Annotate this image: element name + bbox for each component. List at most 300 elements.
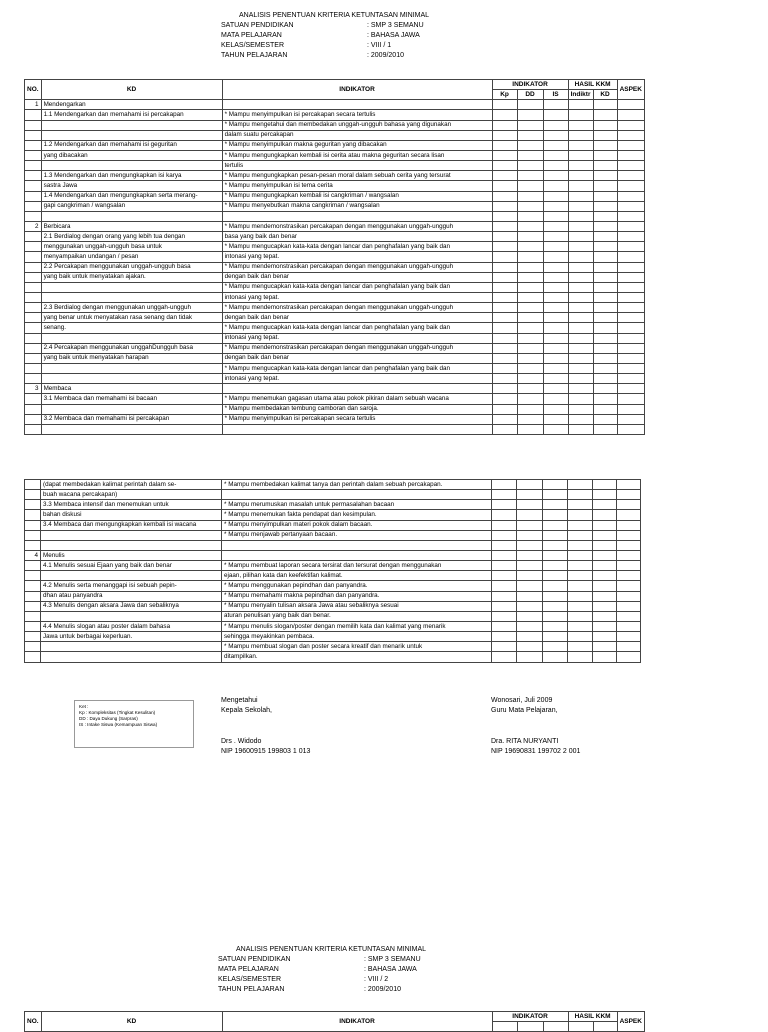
table-row: [25, 621, 641, 631]
row-kd: menyampaikan undangan / pesan: [41, 252, 222, 262]
score-cell: [593, 510, 617, 520]
row-indikator: * Mampu menyimpulkan isi percakapan secara tertulis: [222, 110, 492, 120]
row-number: [25, 414, 42, 424]
row-number: [25, 353, 42, 363]
score-cell: [492, 632, 517, 642]
col-header-no: NO.: [25, 1012, 42, 1032]
row-number: [25, 581, 41, 591]
score-cell: [568, 150, 593, 160]
score-cell: [517, 550, 543, 560]
row-number: [25, 150, 42, 160]
row-indikator: * Mampu menyimpulkan materi pokok dalam bacaan.: [222, 520, 492, 530]
row-kd: [41, 540, 222, 550]
score-cell: [568, 252, 593, 262]
table-row: [25, 242, 645, 252]
score-cell: [568, 530, 593, 540]
row-kd: [41, 292, 222, 302]
score-cell: [617, 100, 644, 110]
score-cell: [492, 374, 517, 384]
row-indikator: * Mampu mengetahui dan membedakan unggah-ungguh bahasa yang digunakan: [222, 120, 492, 130]
score-cell: [543, 140, 568, 150]
row-number: [25, 120, 42, 130]
score-cell: [517, 232, 543, 242]
note-line: Kp : Kompleksitas (Tingkat Kesulitan): [79, 710, 156, 715]
row-kd: [41, 161, 222, 171]
row-number: [25, 424, 42, 434]
row-kd: bahan diskusi: [41, 510, 222, 520]
score-cell: [568, 303, 593, 313]
row-kd: [41, 120, 222, 130]
signature-right: [491, 696, 580, 757]
score-cell: [617, 652, 641, 662]
score-cell: [492, 642, 517, 652]
score-cell: [568, 232, 593, 242]
table-row: [25, 581, 641, 591]
table-row: [25, 424, 645, 434]
table-row: [25, 652, 641, 662]
row-kd: [41, 424, 222, 434]
score-cell: [568, 374, 593, 384]
score-cell: [492, 550, 517, 560]
row-number: [25, 323, 42, 333]
field-label: SATUAN PENDIDIKAN: [221, 22, 294, 29]
score-cell: [492, 611, 517, 621]
row-indikator: * Mampu memahami makna pepindhan dan panyandra.: [222, 591, 492, 601]
table-row: [25, 611, 641, 621]
row-kd: yang dibacakan: [41, 150, 222, 160]
table-row: [25, 232, 645, 242]
score-cell: [617, 150, 644, 160]
score-cell: [492, 120, 517, 130]
score-cell: [617, 120, 644, 130]
row-indikator: [222, 490, 492, 500]
score-cell: [492, 181, 517, 191]
score-cell: [593, 490, 617, 500]
score-cell: [517, 591, 543, 601]
score-cell: [517, 313, 543, 323]
row-kd: [41, 571, 222, 581]
table-row: [25, 110, 645, 120]
score-cell: [617, 303, 644, 313]
score-cell: [568, 561, 593, 571]
row-indikator: dengan baik dan benar: [222, 313, 492, 323]
score-cell: [492, 404, 517, 414]
col-group-indikator: INDIKATOR: [492, 80, 568, 90]
row-kd: 2.4 Percakapan menggunakan unggahDungguh basa: [41, 343, 222, 353]
score-cell: [492, 601, 517, 611]
score-cell: [543, 540, 568, 550]
score-cell: [568, 540, 593, 550]
score-cell: [517, 632, 543, 642]
row-kd: 1.4 Mendengarkan dan mengungkapkan serta merang-: [41, 191, 222, 201]
row-indikator: ejaan, pilihan kata dan keefektifan kalimat.: [222, 571, 492, 581]
field-value: : BAHASA JAWA: [364, 966, 417, 973]
score-cell: [568, 100, 593, 110]
row-number: [25, 191, 42, 201]
row-indikator: intonasi yang tepat.: [222, 333, 492, 343]
score-cell: [617, 480, 641, 490]
row-indikator: * Mampu membuat slogan dan poster secara kreatif dan menarik untuk: [222, 642, 492, 652]
row-number: [25, 303, 42, 313]
note-line: IS : Intake Siswa (Kemampuan Siswa): [79, 722, 158, 727]
score-cell: [517, 100, 543, 110]
row-number: [25, 500, 41, 510]
score-cell: [593, 530, 617, 540]
score-cell: [617, 252, 644, 262]
score-cell: [517, 414, 543, 424]
document-header: [221, 11, 429, 61]
signature-nip: NIP 19600915 199803 1 013: [221, 748, 311, 755]
score-cell: [543, 490, 568, 500]
signature-caption: Mengetahui: [221, 697, 258, 704]
score-cell: [568, 550, 593, 560]
row-indikator: * Mampu mengungkapkan kembali isi cerita atau makna geguritan secara lisan: [222, 150, 492, 160]
score-cell: [492, 201, 517, 211]
score-cell: [593, 282, 617, 292]
score-cell: [517, 333, 543, 343]
document-title: ANALISIS PENENTUAN KRITERIA KETUNTASAN MINIMAL: [239, 12, 430, 19]
score-cell: [492, 581, 517, 591]
table-row: [25, 252, 645, 262]
col-header-kd: KD: [41, 1012, 222, 1032]
score-cell: [593, 550, 617, 560]
score-cell: [568, 343, 593, 353]
row-indikator: intonasi yang tepat.: [222, 252, 492, 262]
table-row: [25, 404, 645, 414]
row-indikator: * Mampu mengucapkan kata-kata dengan lancar dan penghafalan yang baik dan: [222, 363, 492, 373]
score-cell: [617, 181, 644, 191]
score-cell: [617, 262, 644, 272]
score-cell: [617, 404, 644, 414]
score-cell: [517, 384, 543, 394]
row-indikator: [222, 384, 492, 394]
score-cell: [568, 313, 593, 323]
row-indikator: intonasi yang tepat.: [222, 374, 492, 384]
score-cell: [517, 540, 543, 550]
score-cell: [568, 323, 593, 333]
score-cell: [543, 571, 568, 581]
table-row: [25, 161, 645, 171]
score-cell: [543, 313, 568, 323]
row-number: [25, 343, 42, 353]
score-cell: [617, 201, 644, 211]
score-cell: [617, 292, 644, 302]
note-line: DD : Daya Dukung (Sarpras): [79, 716, 138, 721]
signature-nip: NIP 19690831 199702 2 001: [491, 748, 581, 755]
table-row: [25, 191, 645, 201]
score-cell: [517, 171, 543, 181]
row-kd: yang benar untuk menyatakan rasa senang dan tidak: [41, 313, 222, 323]
score-cell: [617, 581, 641, 591]
score-cell: [593, 292, 617, 302]
score-cell: [517, 211, 543, 221]
score-cell: [617, 424, 644, 434]
score-cell: [543, 581, 568, 591]
field-label: MATA PELAJARAN: [221, 32, 282, 39]
row-kd: [41, 404, 222, 414]
row-number: [25, 530, 41, 540]
score-cell: [543, 292, 568, 302]
score-cell: [617, 221, 644, 231]
score-cell: [593, 480, 617, 490]
score-cell: [568, 363, 593, 373]
score-cell: [543, 161, 568, 171]
score-cell: [543, 520, 568, 530]
score-cell: [593, 323, 617, 333]
row-number: [25, 601, 41, 611]
row-number: [25, 313, 42, 323]
row-indikator: * Mampu menyimpulkan isi tema cerita: [222, 181, 492, 191]
row-kd: Berbicara: [41, 221, 222, 231]
score-cell: [593, 262, 617, 272]
score-cell: [568, 221, 593, 231]
row-kd: [41, 642, 222, 652]
score-cell: [492, 140, 517, 150]
table-row: [25, 282, 645, 292]
score-cell: [543, 171, 568, 181]
score-cell: [593, 110, 617, 120]
score-cell: [517, 161, 543, 171]
score-cell: [517, 252, 543, 262]
score-cell: [568, 292, 593, 302]
score-cell: [593, 120, 617, 130]
score-cell: [593, 363, 617, 373]
row-kd: [41, 282, 222, 292]
score-cell: [593, 232, 617, 242]
score-cell: [517, 191, 543, 201]
score-cell: [593, 561, 617, 571]
score-cell: [593, 540, 617, 550]
field-value: : SMP 3 SEMANU: [367, 22, 424, 29]
row-indikator: * Mampu menemukan fakta pendapat dan kesimpulan.: [222, 510, 492, 520]
score-cell: [568, 571, 593, 581]
row-kd: Mendengarkan: [41, 100, 222, 110]
score-cell: [517, 642, 543, 652]
table-row: [25, 353, 645, 363]
row-kd: Membaca: [41, 384, 222, 394]
score-cell: [593, 414, 617, 424]
score-cell: [517, 490, 543, 500]
row-kd: Menulis: [41, 550, 222, 560]
row-number: [25, 363, 42, 373]
row-number: 1: [25, 100, 42, 110]
score-cell: [617, 384, 644, 394]
score-cell: [492, 414, 517, 424]
score-cell: [593, 211, 617, 221]
table-row: [25, 632, 641, 642]
score-cell: [543, 221, 568, 231]
row-number: 4: [25, 550, 41, 560]
row-number: [25, 374, 42, 384]
score-cell: [593, 171, 617, 181]
score-cell: [492, 323, 517, 333]
table-row: [25, 480, 641, 490]
score-cell: [517, 520, 543, 530]
row-indikator: * Mampu menggunakan pepindhan dan panyandra.: [222, 581, 492, 591]
score-cell: [517, 510, 543, 520]
col-group-hasil-kkm: HASIL KKM: [568, 1012, 617, 1022]
row-number: [25, 232, 42, 242]
score-cell: [568, 282, 593, 292]
row-indikator: * Mampu menyebutkan makna cangkriman / wangsalan: [222, 201, 492, 211]
score-cell: [593, 394, 617, 404]
field-label: TAHUN PELAJARAN: [221, 52, 288, 59]
score-cell: [543, 550, 568, 560]
row-number: [25, 561, 41, 571]
table-row: [25, 181, 645, 191]
score-cell: [617, 343, 644, 353]
row-indikator: * Mampu membedakan tembung camboran dan saroja.: [222, 404, 492, 414]
score-cell: [492, 232, 517, 242]
score-cell: [543, 242, 568, 252]
score-cell: [568, 652, 593, 662]
score-cell: [492, 303, 517, 313]
score-cell: [492, 191, 517, 201]
table-row: [25, 100, 645, 110]
score-cell: [568, 120, 593, 130]
score-cell: [568, 262, 593, 272]
score-cell: [568, 632, 593, 642]
col-header-indikator: INDIKATOR: [222, 80, 492, 100]
kkm-table-2: [24, 479, 641, 663]
score-cell: [617, 232, 644, 242]
row-kd: 1.2 Mendengarkan dan memahami isi geguritan: [41, 140, 222, 150]
score-cell: [543, 374, 568, 384]
document-title: ANALISIS PENENTUAN KRITERIA KETUNTASAN MINIMAL: [236, 946, 427, 953]
score-cell: [517, 404, 543, 414]
score-cell: [617, 333, 644, 343]
score-cell: [593, 221, 617, 231]
score-cell: [568, 110, 593, 120]
col-header-kd: KD: [41, 80, 222, 100]
row-kd: 2.3 Berdialog dengan menggunakan unggah-ungguh: [41, 303, 222, 313]
score-cell: [617, 540, 641, 550]
score-cell: [492, 480, 517, 490]
score-cell: [517, 201, 543, 211]
table-row: [25, 211, 645, 221]
row-number: [25, 181, 42, 191]
field-value: : 2009/2010: [367, 52, 404, 59]
score-cell: [617, 323, 644, 333]
row-number: [25, 520, 41, 530]
score-cell: [617, 414, 644, 424]
score-cell: [568, 611, 593, 621]
score-cell: [568, 201, 593, 211]
field-label: SATUAN PENDIDIKAN: [218, 956, 291, 963]
field-label: TAHUN PELAJARAN: [218, 986, 285, 993]
score-cell: [617, 621, 641, 631]
score-cell: [617, 353, 644, 363]
score-cell: [492, 161, 517, 171]
row-number: [25, 171, 42, 181]
score-cell: [593, 652, 617, 662]
score-cell: [517, 282, 543, 292]
table-row: [25, 601, 641, 611]
score-cell: [492, 520, 517, 530]
row-number: [25, 282, 42, 292]
row-indikator: * Mampu mengucapkan kata-kata dengan lancar dan penghafalan yang baik dan: [222, 242, 492, 252]
score-cell: [617, 591, 641, 601]
row-number: [25, 652, 41, 662]
row-number: [25, 201, 42, 211]
row-number: [25, 242, 42, 252]
row-kd: yang baik untuk menyatakan harapan: [41, 353, 222, 363]
row-indikator: [222, 100, 492, 110]
score-cell: [617, 374, 644, 384]
table-row: [25, 221, 645, 231]
score-cell: [543, 303, 568, 313]
score-cell: [517, 343, 543, 353]
score-cell: [543, 201, 568, 211]
score-cell: [492, 561, 517, 571]
score-cell: [517, 611, 543, 621]
col-header-is: IS: [543, 90, 568, 100]
row-number: [25, 632, 41, 642]
row-number: [25, 571, 41, 581]
score-cell: [543, 480, 568, 490]
row-number: [25, 161, 42, 171]
score-cell: [517, 424, 543, 434]
row-kd: [41, 130, 222, 140]
score-cell: [543, 394, 568, 404]
score-cell: [617, 550, 641, 560]
table-row: [25, 363, 645, 373]
score-cell: [617, 561, 641, 571]
table-row: [25, 540, 641, 550]
score-cell: [517, 292, 543, 302]
score-cell: [492, 384, 517, 394]
score-cell: [568, 510, 593, 520]
row-kd: 1.1 Mendengarkan dan memahami isi percakapan: [41, 110, 222, 120]
score-cell: [517, 181, 543, 191]
score-cell: [568, 242, 593, 252]
row-indikator: * Mampu menjawab pertanyaan bacaan.: [222, 530, 492, 540]
score-cell: [492, 282, 517, 292]
row-kd: [41, 374, 222, 384]
table-row: [25, 323, 645, 333]
score-cell: [492, 272, 517, 282]
row-indikator: * Mampu menyalin tulisan aksara Jawa atau sebaliknya sesuai: [222, 601, 492, 611]
col-group-indikator: INDIKATOR: [492, 1012, 568, 1022]
score-cell: [543, 150, 568, 160]
signature-name: Dra. RITA NURYANTI: [491, 738, 559, 745]
score-cell: [617, 510, 641, 520]
score-cell: [568, 414, 593, 424]
row-number: [25, 394, 42, 404]
signature-name: Drs . Widodo: [221, 738, 262, 745]
score-cell: [492, 343, 517, 353]
score-cell: [492, 394, 517, 404]
table-row: [25, 490, 641, 500]
row-kd: 3.2 Membaca dan memahami isi percakapan: [41, 414, 222, 424]
score-cell: [568, 591, 593, 601]
table-row: [25, 642, 641, 652]
col-group-hasil-kkm: HASIL KKM: [568, 80, 617, 90]
score-cell: [593, 520, 617, 530]
score-cell: [543, 181, 568, 191]
score-cell: [517, 120, 543, 130]
row-indikator: dalam suatu percakapan: [222, 130, 492, 140]
table-row: [25, 150, 645, 160]
row-number: [25, 591, 41, 601]
row-indikator: * Mampu menemukan gagasan utama atau pokok pikiran dalam sebuah wacana: [222, 394, 492, 404]
score-cell: [492, 171, 517, 181]
score-cell: [593, 303, 617, 313]
score-cell: [492, 530, 517, 540]
legend-note: [74, 700, 194, 748]
row-kd: 4.3 Menulis dengan aksara Jawa dan sebaliknya: [41, 601, 222, 611]
score-cell: [617, 110, 644, 120]
